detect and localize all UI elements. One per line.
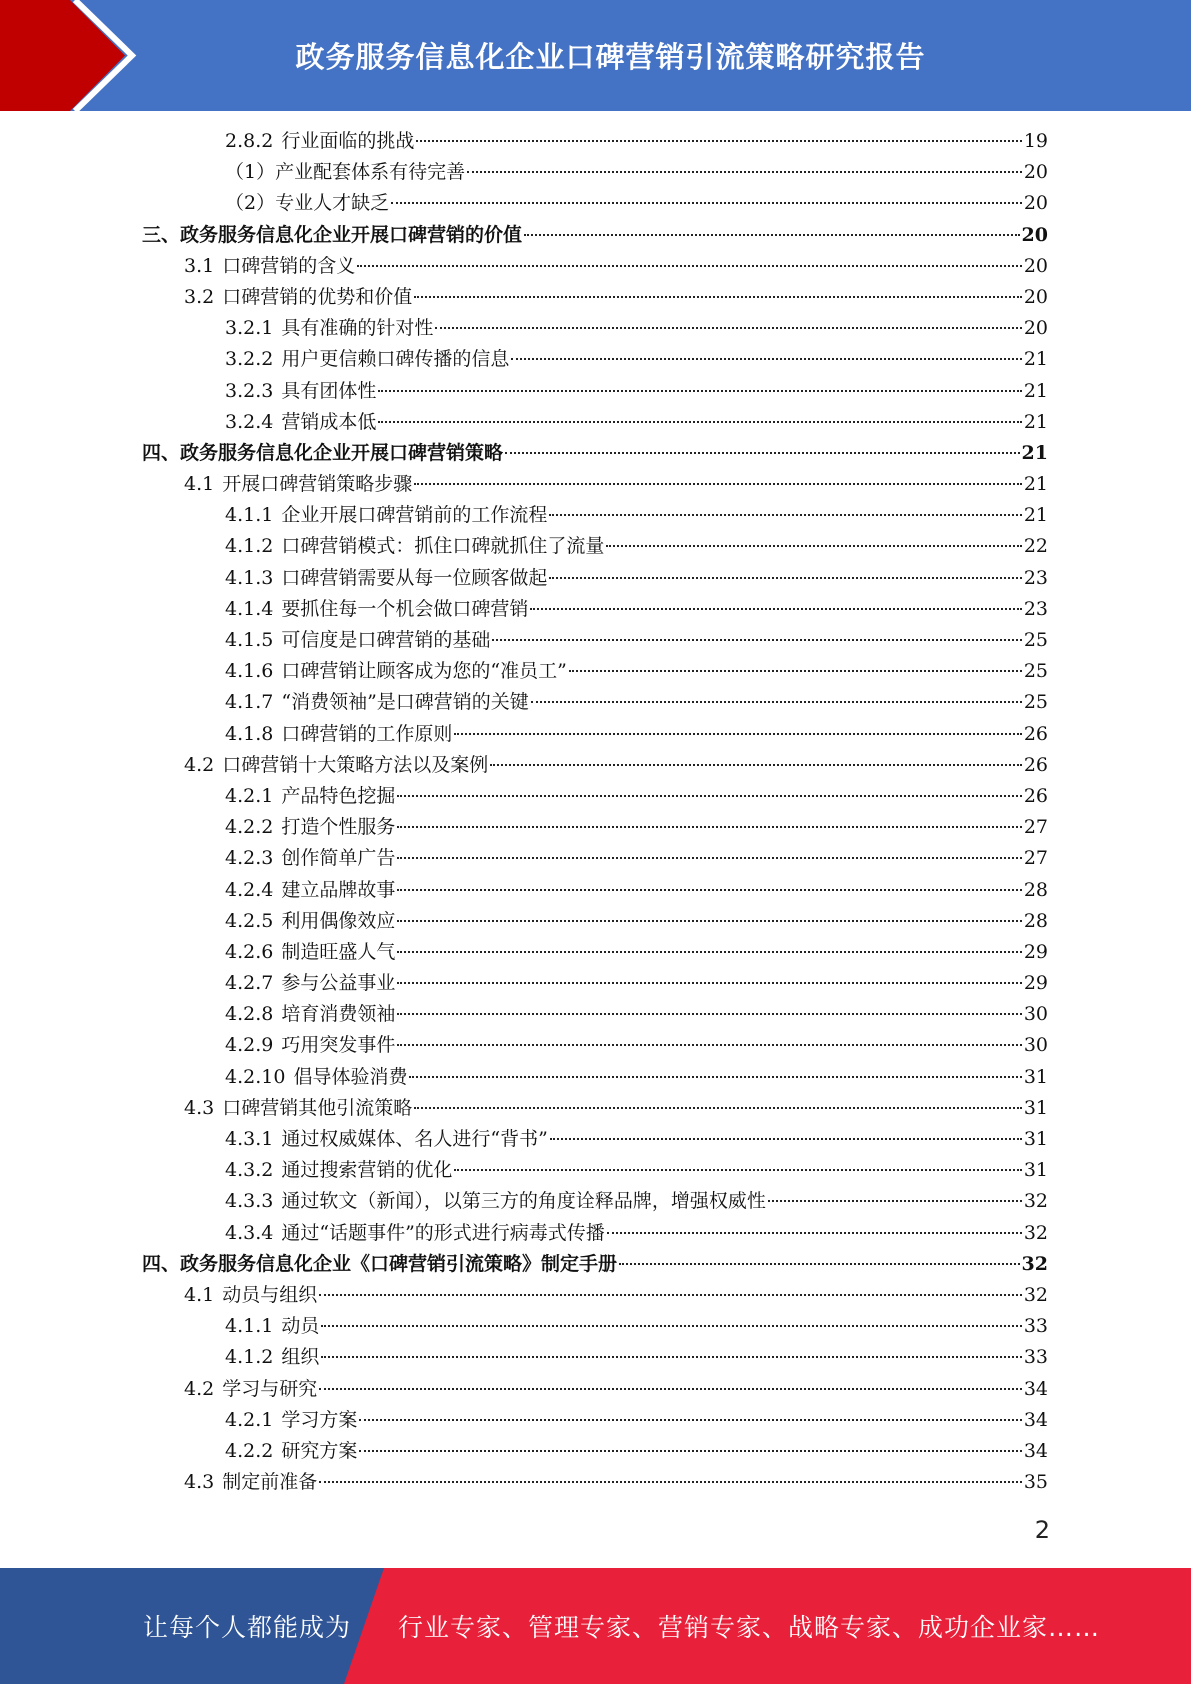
- toc-entry-number: 4.2.7: [225, 972, 274, 995]
- toc-entry-title: 要抓住每一个机会做口碑营销: [281, 597, 529, 620]
- toc-entry[interactable]: [142, 1311, 1048, 1342]
- toc-entry-number: 3.2.3: [225, 379, 274, 402]
- toc-entry-number: 4.1.7: [225, 691, 274, 714]
- toc-entry-title: 通过权威媒体、名人进行“背书”: [281, 1128, 548, 1150]
- toc-dot-leader: [511, 358, 1021, 360]
- toc-entry-number: 4.2.1: [225, 1408, 274, 1431]
- toc-entry-number: 4.1.1: [225, 1315, 274, 1338]
- toc-entry[interactable]: [142, 843, 1048, 874]
- toc-entry[interactable]: [142, 687, 1048, 718]
- toc-entry-title: 创作简单广告: [281, 847, 396, 870]
- toc-dot-leader: [321, 1325, 1021, 1327]
- toc-entry-page: 27: [1023, 816, 1048, 839]
- toc-entry-title: 产品特色挖掘: [281, 784, 396, 807]
- toc-entry-page: 22: [1023, 535, 1048, 558]
- toc-dot-leader: [467, 171, 1022, 173]
- toc-entry-title: 建立品牌故事: [281, 878, 396, 901]
- toc-entry-page: 32: [1021, 1252, 1048, 1275]
- page-header: [0, 0, 1191, 111]
- toc-dot-leader: [414, 1107, 1022, 1109]
- toc-dot-leader: [435, 327, 1021, 329]
- toc-entry-page: 21: [1023, 379, 1048, 402]
- toc-entry-page: 20: [1023, 317, 1048, 340]
- toc-entry-page: 20: [1023, 254, 1048, 277]
- toc-entry[interactable]: [142, 531, 1048, 562]
- table-of-contents: [142, 126, 1048, 1498]
- toc-dot-leader: [397, 951, 1021, 953]
- toc-dot-leader: [378, 390, 1021, 392]
- toc-dot-leader: [357, 265, 1022, 267]
- toc-entry-page: 19: [1023, 130, 1048, 152]
- toc-entry[interactable]: [142, 376, 1048, 407]
- toc-entry-number: 4.2.1: [225, 784, 274, 807]
- toc-entry[interactable]: [142, 563, 1048, 594]
- toc-dot-leader: [550, 1138, 1022, 1140]
- toc-entry[interactable]: [142, 251, 1048, 282]
- header-arrow-decoration: [0, 0, 160, 111]
- toc-dot-leader: [321, 1356, 1021, 1358]
- toc-entry-number: 4.3.4: [225, 1221, 274, 1244]
- toc-entry-page: 29: [1023, 972, 1048, 995]
- toc-entry-page: 31: [1023, 1065, 1048, 1088]
- toc-entry-title: 用户更信赖口碑传播的信息: [281, 348, 510, 371]
- toc-entry-number: 4.2.9: [225, 1034, 274, 1057]
- toc-entry-title: 口碑营销十大策略方法以及案例: [222, 753, 489, 776]
- toc-entry-title: 学习方案: [281, 1408, 358, 1431]
- toc-dot-leader: [524, 234, 1020, 236]
- toc-entry-title: 倡导体验消费: [293, 1065, 408, 1088]
- toc-entry[interactable]: [142, 656, 1048, 687]
- toc-entry-page: 29: [1023, 940, 1048, 963]
- toc-dot-leader: [414, 296, 1022, 298]
- toc-dot-leader: [530, 608, 1021, 610]
- toc-entry-title: 口碑营销需要从每一位顾客做起: [281, 566, 548, 589]
- toc-entry-page: 28: [1023, 878, 1048, 901]
- toc-entry-number: 4.1: [184, 1283, 215, 1306]
- toc-entry[interactable]: [142, 1374, 1048, 1405]
- toc-entry-number: 4.1.2: [225, 1346, 274, 1369]
- toc-entry-number: 4.1: [184, 473, 215, 496]
- toc-entry[interactable]: [142, 407, 1048, 438]
- toc-entry-page: 28: [1023, 909, 1048, 932]
- toc-dot-leader: [505, 452, 1020, 454]
- toc-entry[interactable]: [142, 1280, 1048, 1311]
- toc-entry-number: 4.1.6: [225, 660, 274, 683]
- toc-entry-page: 21: [1021, 441, 1048, 464]
- toc-entry-title: 参与公益事业: [281, 972, 396, 995]
- toc-entry-number: 4.2.10: [225, 1065, 286, 1088]
- footer-slogan-left: 让每个人都能成为: [143, 1613, 352, 1642]
- toc-entry-number: 4.2.2: [225, 1439, 274, 1462]
- toc-entry[interactable]: [142, 750, 1048, 781]
- toc-entry-number: 4.1.1: [225, 504, 274, 527]
- toc-entry[interactable]: [142, 313, 1048, 344]
- toc-entry-number: 4.3: [184, 1096, 215, 1119]
- toc-entry[interactable]: [142, 1405, 1048, 1436]
- toc-dot-leader: [619, 1263, 1020, 1265]
- toc-entry-number: 4.2.6: [225, 940, 274, 963]
- toc-entry[interactable]: [142, 625, 1048, 656]
- toc-entry[interactable]: [142, 469, 1048, 500]
- toc-entry-number: 3.2: [184, 285, 215, 308]
- toc-entry-page: 33: [1023, 1346, 1048, 1369]
- toc-dot-leader: [549, 514, 1021, 516]
- toc-entry-number: 4.1.3: [225, 566, 274, 589]
- toc-entry[interactable]: [142, 1155, 1048, 1186]
- toc-entry-title: 口碑营销让顾客成为您的“准员工”: [281, 660, 567, 683]
- toc-dot-leader: [531, 701, 1022, 703]
- toc-entry[interactable]: [142, 188, 1048, 219]
- toc-entry-title: 制造旺盛人气: [281, 940, 396, 963]
- toc-entry-number: 3.2.1: [225, 317, 274, 340]
- toc-entry-title: “消费领袖”是口碑营销的关键: [281, 691, 529, 714]
- toc-entry-title: 营销成本低: [281, 410, 377, 433]
- toc-entry[interactable]: [142, 1186, 1048, 1217]
- toc-entry-page: 32: [1023, 1221, 1048, 1244]
- toc-entry-number: 4.2: [184, 1377, 215, 1400]
- toc-entry-page: 35: [1023, 1471, 1048, 1494]
- toc-dot-leader: [359, 1419, 1021, 1421]
- toc-entry-title: 具有准确的针对性: [281, 317, 434, 340]
- toc-entry-number: 4.2.8: [225, 1003, 274, 1026]
- toc-entry-page: 27: [1023, 847, 1048, 870]
- toc-entry-page: 20: [1021, 223, 1048, 246]
- toc-entry-title: 企业开展口碑营销前的工作流程: [281, 504, 548, 527]
- toc-entry-page: 23: [1023, 597, 1048, 620]
- toc-entry-title: 组织: [281, 1346, 320, 1369]
- toc-entry[interactable]: [142, 126, 1048, 157]
- toc-entry-number: 4.1.5: [225, 629, 274, 651]
- toc-entry-page: 26: [1023, 753, 1048, 776]
- toc-entry-number: 4.3: [184, 1471, 215, 1494]
- toc-dot-leader: [454, 733, 1021, 735]
- page-footer: [0, 1568, 1191, 1684]
- toc-entry[interactable]: [142, 1342, 1048, 1373]
- toc-entry-page: 21: [1023, 348, 1048, 371]
- toc-entry-page: 31: [1023, 1159, 1048, 1182]
- toc-entry-title: 可信度是口碑营销的基础: [281, 629, 491, 651]
- toc-entry[interactable]: [142, 1093, 1048, 1124]
- toc-dot-leader: [607, 1232, 1022, 1234]
- toc-entry-number: 4.3.2: [225, 1159, 274, 1182]
- toc-entry-title: 口碑营销的优势和价值: [222, 285, 413, 308]
- toc-entry[interactable]: [142, 438, 1048, 469]
- toc-dot-leader: [549, 577, 1021, 579]
- toc-dot-leader: [409, 1076, 1021, 1078]
- toc-entry-page: 20: [1023, 161, 1048, 184]
- page-number: 2: [1034, 1516, 1050, 1544]
- toc-entry-title: 四、政务服务信息化企业开展口碑营销策略: [142, 441, 504, 464]
- toc-entry-page: 21: [1023, 473, 1048, 496]
- toc-entry-title: 学习与研究: [222, 1377, 318, 1400]
- toc-entry-page: 23: [1023, 566, 1048, 589]
- toc-entry[interactable]: [142, 875, 1048, 906]
- toc-entry[interactable]: [142, 968, 1048, 999]
- toc-entry-title: 口碑营销其他引流策略: [222, 1096, 413, 1119]
- toc-entry-page: 25: [1023, 660, 1048, 683]
- toc-entry-page: 34: [1023, 1439, 1048, 1462]
- toc-entry-page: 34: [1023, 1408, 1048, 1431]
- toc-entry-number: 4.1.2: [225, 535, 274, 558]
- toc-entry[interactable]: [142, 1218, 1048, 1249]
- toc-entry-title: 制定前准备: [222, 1471, 318, 1494]
- toc-dot-leader: [397, 889, 1021, 891]
- toc-entry[interactable]: [142, 812, 1048, 843]
- toc-entry-number: 4.2.2: [225, 816, 274, 839]
- document-title: 政务服务信息化企业口碑营销引流策略研究报告: [295, 40, 926, 74]
- toc-dot-leader: [397, 1013, 1021, 1015]
- toc-entry[interactable]: [142, 594, 1048, 625]
- toc-entry-title: 动员与组织: [222, 1283, 318, 1306]
- toc-entry-title: 行业面临的挑战: [281, 130, 415, 152]
- toc-dot-leader: [492, 639, 1021, 641]
- toc-entry-title: 打造个性服务: [281, 816, 396, 839]
- toc-entry-number: 2.8.2: [225, 130, 274, 152]
- toc-entry[interactable]: [142, 906, 1048, 937]
- toc-entry-page: 21: [1023, 504, 1048, 527]
- toc-entry-title: 通过软文（新闻），以第三方的角度诠释品牌，增强权威性: [281, 1190, 766, 1213]
- toc-entry[interactable]: [142, 1062, 1048, 1093]
- toc-entry-page: 30: [1023, 1003, 1048, 1026]
- toc-dot-leader: [319, 1294, 1022, 1296]
- toc-dot-leader: [606, 545, 1021, 547]
- toc-entry-page: 25: [1023, 691, 1048, 714]
- toc-entry-page: 31: [1023, 1096, 1048, 1119]
- toc-entry-number: 4.1.4: [225, 597, 274, 620]
- toc-entry-title: （2）专业人才缺乏: [225, 192, 390, 215]
- toc-entry-title: 三、政务服务信息化企业开展口碑营销的价值: [142, 223, 523, 246]
- toc-dot-leader: [454, 1169, 1021, 1171]
- toc-entry-title: 培育消费领袖: [281, 1003, 396, 1026]
- toc-entry[interactable]: [142, 1249, 1048, 1280]
- toc-dot-leader: [490, 764, 1022, 766]
- toc-entry-title: 四、政务服务信息化企业《口碑营销引流策略》制定手册: [142, 1252, 618, 1275]
- toc-entry[interactable]: [142, 344, 1048, 375]
- toc-entry-title: 利用偶像效应: [281, 909, 396, 932]
- toc-dot-leader: [359, 1450, 1021, 1452]
- toc-entry-title: 口碑营销模式：抓住口碑就抓住了流量: [281, 535, 605, 558]
- toc-entry-page: 32: [1023, 1283, 1048, 1306]
- toc-dot-leader: [414, 483, 1022, 485]
- toc-dot-leader: [397, 982, 1021, 984]
- toc-entry[interactable]: [142, 999, 1048, 1030]
- toc-entry-page: 26: [1023, 784, 1048, 807]
- toc-dot-leader: [397, 1044, 1021, 1046]
- footer-slogan-right: 行业专家、管理专家、营销专家、战略专家、成功企业家……: [398, 1613, 1101, 1642]
- toc-entry[interactable]: [142, 500, 1048, 531]
- toc-entry-title: 具有团体性: [281, 379, 377, 402]
- toc-entry-number: 4.2.5: [225, 909, 274, 932]
- toc-entry[interactable]: [142, 781, 1048, 812]
- toc-dot-leader: [319, 1388, 1022, 1390]
- toc-entry[interactable]: [142, 157, 1048, 188]
- toc-entry-page: 25: [1023, 629, 1048, 651]
- toc-entry-page: 20: [1023, 192, 1048, 215]
- toc-entry-number: 4.1.8: [225, 722, 274, 745]
- toc-dot-leader: [416, 140, 1021, 142]
- toc-dot-leader: [397, 857, 1021, 859]
- toc-entry[interactable]: [142, 220, 1048, 251]
- toc-entry-title: 口碑营销的含义: [222, 254, 356, 277]
- toc-entry-number: 3.1: [184, 254, 215, 277]
- toc-dot-leader: [397, 795, 1021, 797]
- toc-dot-leader: [391, 202, 1022, 204]
- toc-entry-title: 巧用突发事件: [281, 1034, 396, 1057]
- toc-entry-page: 33: [1023, 1315, 1048, 1338]
- toc-entry-page: 31: [1023, 1128, 1048, 1150]
- toc-entry[interactable]: [142, 1467, 1048, 1498]
- toc-entry[interactable]: [142, 1124, 1048, 1155]
- toc-entry-number: 3.2.4: [225, 410, 274, 433]
- toc-entry-title: 通过“话题事件”的形式进行病毒式传播: [281, 1221, 605, 1244]
- toc-dot-leader: [378, 421, 1021, 423]
- toc-entry-title: 开展口碑营销策略步骤: [222, 473, 413, 496]
- toc-entry[interactable]: [142, 282, 1048, 313]
- toc-entry-number: 4.2.4: [225, 878, 274, 901]
- toc-entry-number: 4.2: [184, 753, 215, 776]
- toc-entry-page: 21: [1023, 410, 1048, 433]
- toc-entry-number: 4.3.1: [225, 1128, 274, 1150]
- toc-entry[interactable]: [142, 1436, 1048, 1467]
- toc-dot-leader: [397, 826, 1021, 828]
- toc-entry-title: 口碑营销的工作原则: [281, 722, 453, 745]
- toc-entry-number: 4.3.3: [225, 1190, 274, 1213]
- toc-entry[interactable]: [142, 719, 1048, 750]
- toc-entry-title: 动员: [281, 1315, 320, 1338]
- toc-dot-leader: [569, 670, 1022, 672]
- toc-dot-leader: [319, 1481, 1022, 1483]
- toc-dot-leader: [768, 1200, 1022, 1202]
- toc-entry-page: 34: [1023, 1377, 1048, 1400]
- toc-entry-number: 4.2.3: [225, 847, 274, 870]
- toc-entry-title: 研究方案: [281, 1439, 358, 1462]
- toc-dot-leader: [397, 920, 1021, 922]
- toc-entry-page: 20: [1023, 285, 1048, 308]
- toc-entry[interactable]: [142, 1030, 1048, 1061]
- toc-entry-page: 32: [1023, 1190, 1048, 1213]
- toc-entry[interactable]: [142, 937, 1048, 968]
- toc-entry-title: （1）产业配套体系有待完善: [225, 161, 466, 184]
- toc-entry-page: 26: [1023, 722, 1048, 745]
- toc-entry-page: 30: [1023, 1034, 1048, 1057]
- toc-entry-number: 3.2.2: [225, 348, 274, 371]
- toc-entry-title: 通过搜索营销的优化: [281, 1159, 453, 1182]
